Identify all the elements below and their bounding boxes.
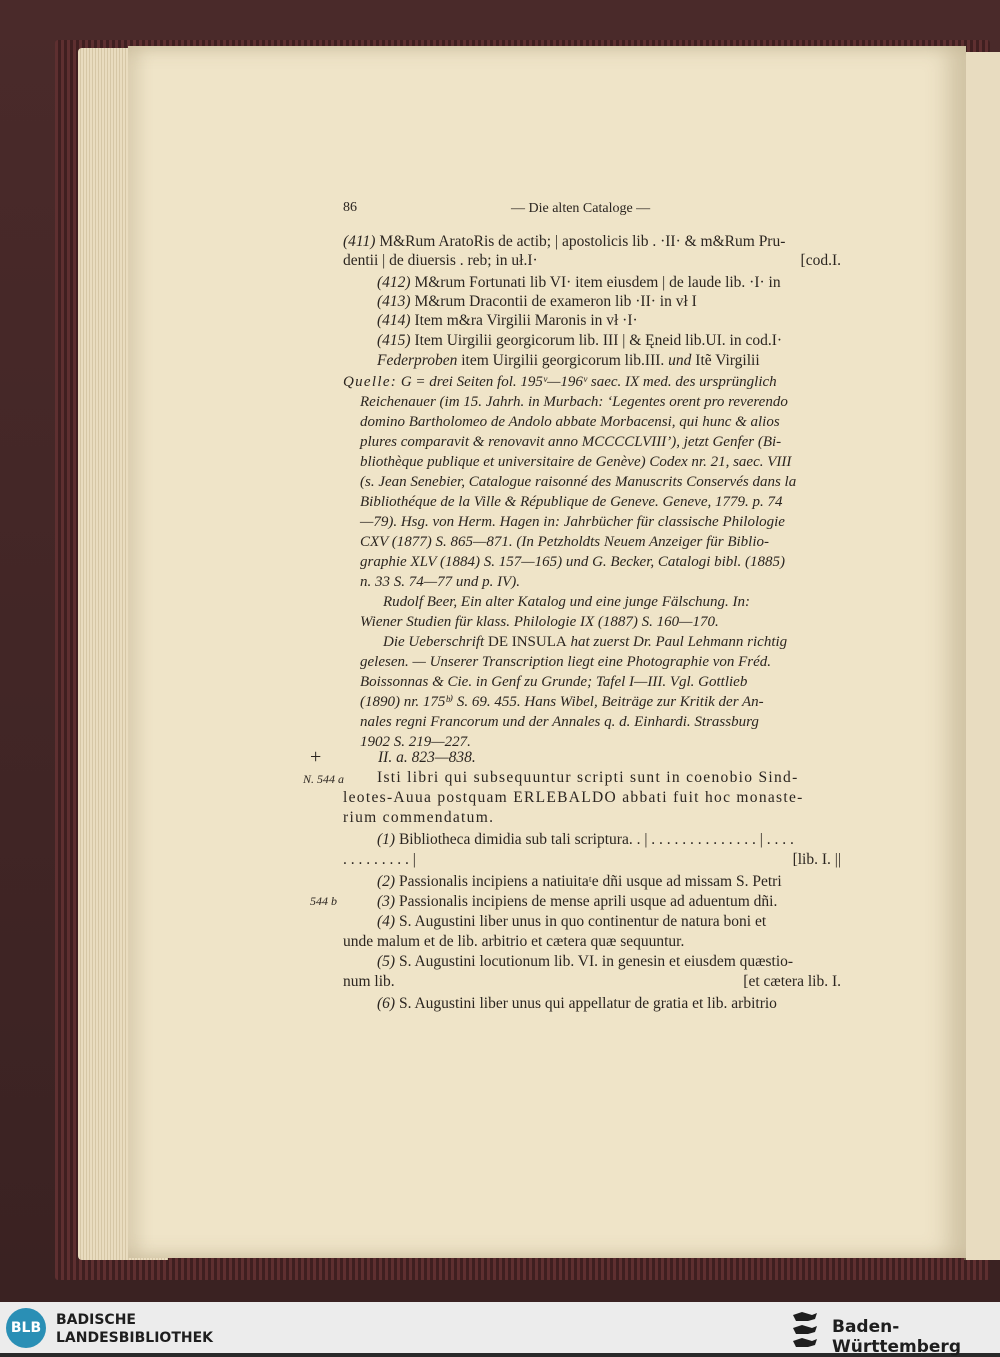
source-line-8: —79). Hsg. von Herm. Hagen in: Jahrbücher für classische Philologie [360, 514, 785, 530]
item-4-line1: (4) S. Augustini liber unus in quo continentur de natura boni et [377, 913, 767, 930]
ueberschrift-line-2: gelesen. — Unserer Transcription liegt eine Photographie von Fréd. [360, 654, 772, 670]
source-line-2: Reichenauer (im 15. Jahrh. in Murbach: ‘Legentes orent pro reverendo [360, 394, 788, 410]
item-5-line2: num lib. [et cætera lib. I. [343, 973, 841, 990]
intro-line-1: Isti libri qui subsequuntur scripti sunt in coenobio Sind- [377, 769, 799, 786]
item-1-line1: (1) Bibliotheca dimidia sub tali scriptura. . | . . . . . . . . . . . . . . | . . . . [377, 831, 794, 848]
baden-wuerttemberg-label[interactable]: Baden-Württemberg [832, 1317, 961, 1357]
margin-ref-544a: N. 544 a [303, 772, 345, 786]
margin-ref-544b: 544 b [310, 894, 337, 908]
ueberschrift-line-6: 1902 S. 219—227. [360, 734, 471, 750]
blb-name-line1: BADISCHE [56, 1312, 136, 1328]
baden-wuerttemberg-lions-icon [790, 1309, 820, 1347]
source-line-7: Bibliothéque de la Ville & République de Geneve. Geneve, 1779. p. 74 [360, 494, 783, 510]
source-line-6: (s. Jean Senebier, Catalogue raisonné des Manuscrits Conservés dans la [360, 474, 797, 490]
ueberschrift-line-1: Die Ueberschrift DE INSULA hat zuerst Dr. Paul Lehmann richtig [383, 634, 788, 650]
source-line-9: CXV (1877) S. 865—871. (In Petzholdts Neuem Anzeiger für Biblio- [360, 534, 769, 550]
intro-line-2: leotes-Auua postquam ERLEBALDO abbati fuit hoc monaste- [343, 789, 804, 806]
source-line-10: graphie XLV (1884) S. 157—165) und G. Becker, Catalogi bibl. (1885) [360, 554, 785, 570]
beer-line-1: Rudolf Beer, Ein alter Katalog und eine junge Fälschung. In: [383, 594, 751, 610]
viewer-footer [0, 1302, 1000, 1357]
intro-line-3: rium commendatum. [343, 809, 495, 826]
entry-415: (415) Item Uirgilii georgicorum lib. III | & Ęneid lib.UI. in cod.I· [377, 332, 783, 349]
item-4-line2: unde malum et de lib. arbitrio et cætera quæ sequuntur. [343, 933, 685, 950]
source-line-3: domino Bartholomeo de Andolo abbate Morbacensi, qui hunc & alios [360, 414, 780, 430]
item-6: (6) S. Augustini liber unus qui appellatur de gratia et lib. arbitrio [377, 995, 777, 1012]
entry-414: (414) Item m&ra Virgilii Maronis in vł ·I· [377, 312, 638, 329]
entry-411-line2: dentii | de diuersis . reb; in uł.I· [cod.I. [343, 252, 841, 269]
facing-page-edge [964, 52, 1000, 1260]
item-2: (2) Passionalis incipiens a natiuitaᵗe dñi usque ad missam S. Petri [377, 873, 782, 890]
entry-411-line1: (411) M&Rum AratoRis de actib; | apostolicis lib . ·II· & m&Rum Pru- [343, 233, 786, 250]
blb-name-line2: LANDESBIBLIOTHEK [56, 1330, 214, 1346]
blb-library-name[interactable] [56, 1311, 213, 1347]
source-line-11: n. 33 S. 74—77 und p. IV). [360, 574, 520, 590]
item-3: (3) Passionalis incipiens de mense aprili usque ad aduentum dñi. [377, 893, 778, 910]
ueberschrift-line-5: nales regni Francorum und der Annales q. d. Einhardi. Strassburg [360, 714, 759, 730]
item-5-line1: (5) S. Augustini locutionum lib. VI. in genesin et eiusdem quæstio- [377, 953, 794, 970]
item-1-line2: . . . . . . . . . | [lib. I. || [343, 851, 841, 868]
entry-412: (412) M&rum Fortunati lib VI· item eiusdem | de laude lib. ·I· in [377, 274, 781, 291]
section-title: II. a. 823—838. [378, 749, 476, 766]
blb-logo-badge[interactable]: BLB [6, 1308, 46, 1348]
beer-line-2: Wiener Studien für klass. Philologie IX (1887) S. 160—170. [360, 614, 719, 630]
ueberschrift-line-4: (1890) nr. 175ᵇ⁾ S. 69. 455. Hans Wibel, Beiträge zur Kritik der An- [360, 694, 764, 710]
source-line-5: bliothèque publique et universitaire de Genève) Codex nr. 21, saec. VIII [360, 454, 792, 470]
entry-413: (413) M&rum Dracontii de exameron lib ·II· in vł I [377, 293, 697, 310]
page-number: 86 [343, 200, 357, 215]
ueberschrift-line-3: Boissonnas & Cie. in Genf zu Grunde; Tafel I—III. Vgl. Gottlieb [360, 674, 748, 690]
running-title: — Die alten Cataloge — [511, 201, 651, 216]
section-mark: + [310, 746, 322, 768]
source-line-1: Quelle: G = drei Seiten fol. 195ᵛ—196ᵛ saec. IX med. des ursprünglich [343, 374, 777, 390]
federproben-line: Federproben item Uirgilii georgicorum lib.III. und Itẽ Virgilii [377, 352, 760, 369]
source-line-4: plures comparavit & renovavit anno MCCCCLVIII’), jetzt Genfer (Bi- [360, 434, 782, 450]
